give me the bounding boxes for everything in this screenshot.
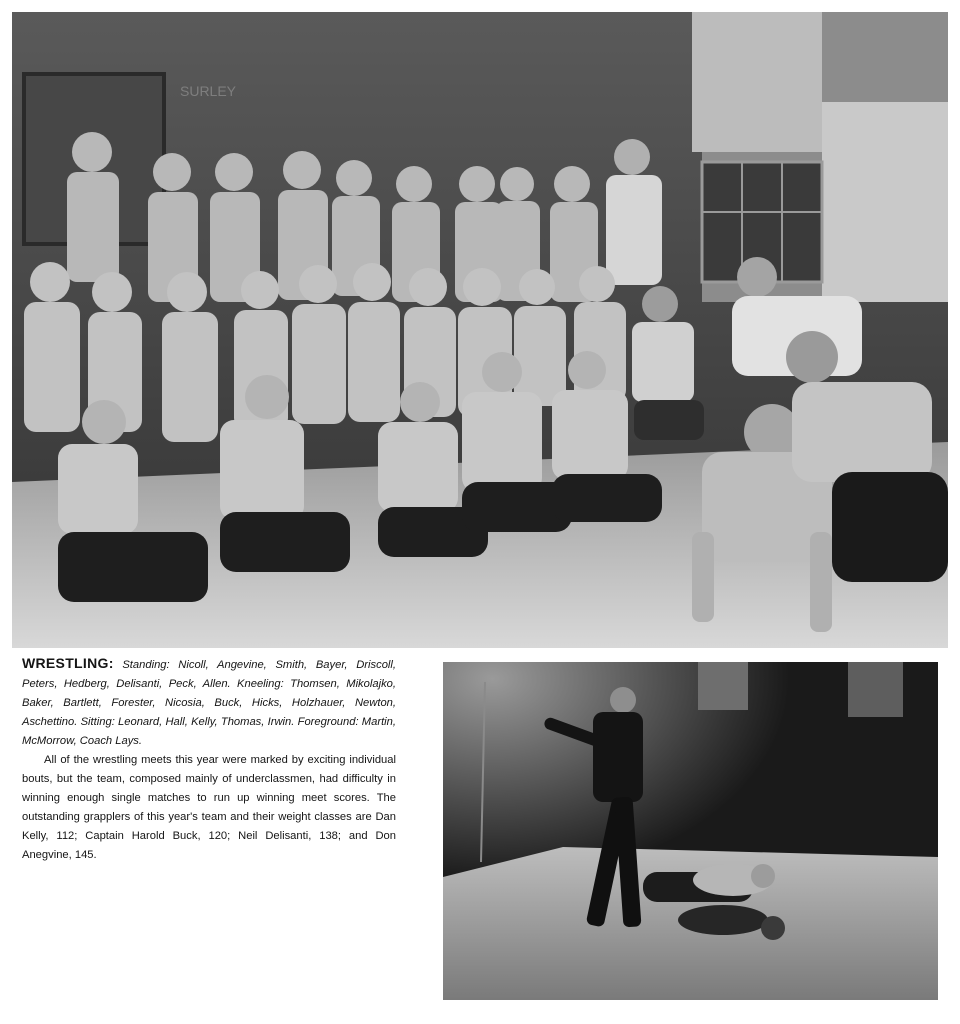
- roster-paragraph: [22, 654, 396, 751]
- match-photo: [443, 662, 938, 1000]
- roster-text: Standing: Nicoll, Angevine, Smith, Bayer, Driscoll, Peters, Hedberg, Delisanti, Peck, Allen. Kneeling: Thomsen, Mikolajko, Baker, Bartlett, Forester, Nicosia, Buck, Hicks, Holzhauer, Newton, Aschettino. Sitting: Leonard, Hall, Kelly, Thomas, Irwin. Foreground: Martin, McMorrow, Coach Lays.: [22, 659, 397, 747]
- body-paragraph: All of the wrestling meets this year were marked by exciting individual bouts, but the team, composed mainly of underclassmen, had difficulty in winning enough single matches to run up winning meet scores. The outstanding grapplers of this year's team and their weight classes are Dan Kelly, 112; Captain Harold Buck, 120; Neil Delisanti, 138; and Don Anegvine, 145.: [22, 754, 396, 861]
- match-photo-illustration: [443, 662, 938, 1000]
- team-photo-illustration: [12, 12, 948, 648]
- window-shade: [692, 12, 822, 152]
- team-group-photo: [12, 12, 948, 648]
- gym-window-right: [848, 662, 903, 717]
- gym-window-left: [698, 662, 748, 710]
- caption-block: [22, 654, 396, 865]
- chalkboard-text: SURLEY: [180, 83, 237, 99]
- section-heading: WRESTLING:: [22, 655, 114, 671]
